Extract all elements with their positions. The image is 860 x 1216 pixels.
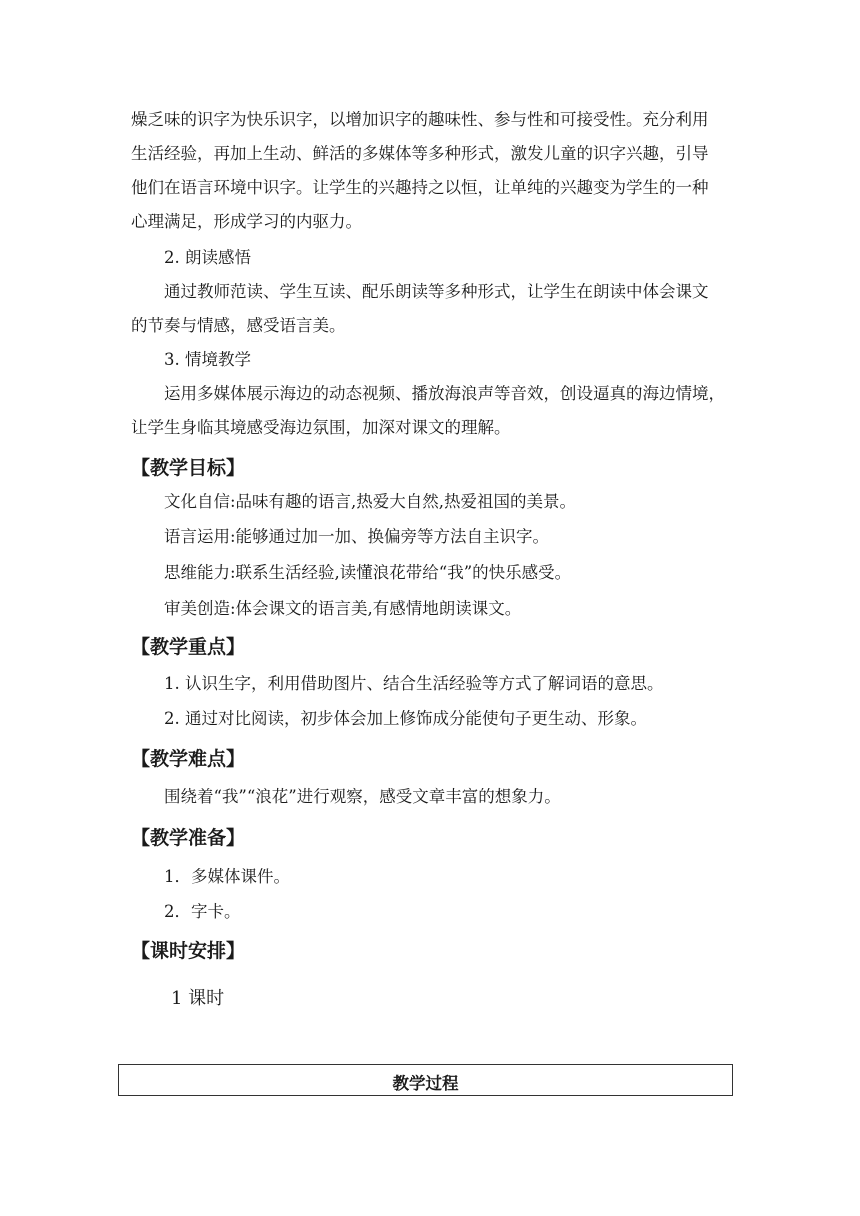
preparation-heading: 【教学准备】	[131, 827, 246, 849]
method-reading-title: 2. 朗读感悟	[164, 248, 251, 267]
goal-item: 审美创造:体会课文的语言美,有感情地朗读课文。	[164, 599, 522, 618]
intro-line: 心理满足，形成学习的内驱力。	[131, 212, 362, 231]
teaching-process-title: 教学过程	[392, 1074, 459, 1093]
method-situation-line: 让学生身临其境感受海边氛围，加深对课文的理解。	[131, 418, 511, 437]
key-points-heading: 【教学重点】	[131, 636, 246, 658]
goals-heading: 【教学目标】	[131, 457, 246, 479]
method-reading-paragraph	[131, 275, 741, 343]
difficulties-text: 围绕着“我”“浪花”进行观察，感受文章丰富的想象力。	[164, 787, 561, 806]
key-point-item: 2. 通过对比阅读，初步体会加上修饰成分能使句子更生动、形象。	[164, 709, 647, 728]
method-situation-title: 3. 情境教学	[164, 350, 251, 369]
method-situation-line: 运用多媒体展示海边的动态视频、播放海浪声等音效，创设逼真的海边情境，	[164, 384, 725, 403]
difficulties-heading: 【教学难点】	[131, 748, 246, 770]
goal-item: 思维能力:联系生活经验,读懂浪花带给“我”的快乐感受。	[164, 563, 572, 582]
intro-line: 他们在语言环境中识字。让学生的兴趣持之以恒，让单纯的兴趣变为学生的一种	[131, 178, 709, 197]
teaching-process-table-header	[118, 1064, 733, 1096]
intro-paragraph	[131, 103, 741, 239]
preparation-item: 1．多媒体课件。	[164, 867, 290, 886]
method-situation-paragraph	[131, 377, 741, 445]
preparation-item: 2．字卡。	[164, 902, 241, 921]
schedule-heading: 【课时安排】	[131, 940, 246, 962]
method-reading-line: 的节奏与情感，感受语言美。	[131, 316, 346, 335]
goal-item: 语言运用:能够通过加一加、换偏旁等方法自主识字。	[164, 527, 550, 546]
intro-line: 燥乏味的识字为快乐识字，以增加识字的趣味性、参与性和可接受性。充分利用	[131, 110, 709, 129]
key-point-item: 1. 认识生字，利用借助图片、结合生活经验等方式了解词语的意思。	[164, 674, 664, 693]
intro-line: 生活经验，再加上生动、鲜活的多媒体等多种形式，激发儿童的识字兴趣，引导	[131, 144, 709, 163]
method-reading-line: 通过教师范读、学生互读、配乐朗读等多种形式，让学生在朗读中体会课文	[164, 282, 709, 301]
schedule-text: 1 课时	[171, 988, 225, 1009]
goal-item: 文化自信:品味有趣的语言,热爱大自然,热爱祖国的美景。	[164, 492, 577, 511]
